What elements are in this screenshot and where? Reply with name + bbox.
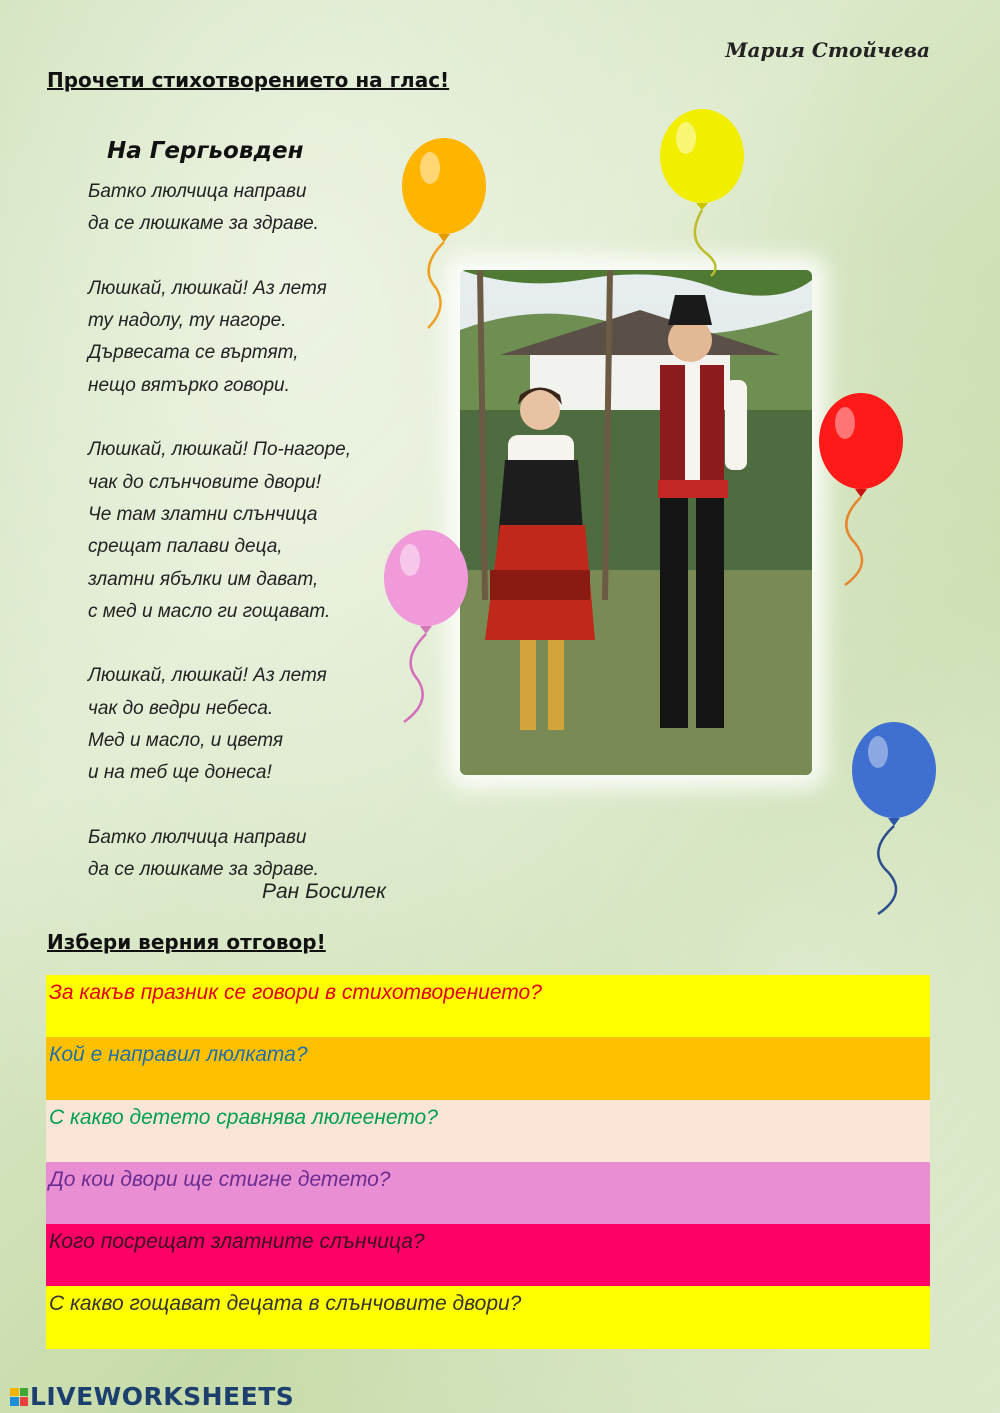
- instruction-heading: Прочети стихотворението на глас!: [47, 68, 450, 92]
- liveworksheets-logo[interactable]: [10, 1382, 294, 1411]
- question-row[interactable]: [46, 1286, 930, 1348]
- poem-line: ту надолу, ту нагоре.: [88, 310, 287, 332]
- poem-line: срещат палави деца,: [88, 536, 283, 558]
- question-text: С какво детето сравнява люлеенето?: [49, 1105, 438, 1129]
- pink-balloon-icon: [380, 530, 475, 725]
- poem-line: нещо вятърко говори.: [88, 374, 290, 396]
- question-row[interactable]: [46, 1100, 930, 1162]
- poem-body: [88, 176, 418, 887]
- poem-line: и на теб ще донеса!: [88, 762, 272, 784]
- question-row[interactable]: [46, 1224, 930, 1286]
- poem-line: Мед и масло, и цветя: [88, 730, 284, 752]
- poem-author: Ран Босилек: [262, 880, 387, 903]
- orange-balloon-icon: [398, 138, 493, 333]
- poem-line: чак до ведри небеса.: [88, 697, 274, 719]
- author-name: Мария Стойчева: [725, 38, 930, 62]
- poem-line: Батко люлчица направи: [88, 181, 307, 202]
- red-balloon-icon: [815, 393, 910, 588]
- poem-title: На Гергьовден: [107, 138, 304, 164]
- poem-line: Люшкай, люшкай! Аз летя: [88, 277, 327, 299]
- poem-line: да се люшкаме за здраве.: [88, 213, 319, 235]
- poem-line: златни ябълки им дават,: [88, 568, 319, 590]
- blue-balloon-icon: [848, 722, 943, 917]
- poem-line: Люшкай, люшкай! По-нагоре,: [88, 439, 352, 461]
- poem-line: чак до слънчовите двори!: [88, 471, 322, 493]
- logo-cube-icon: [10, 1388, 28, 1406]
- quiz-heading: Избери верния отговор!: [47, 930, 326, 954]
- couple-swing-photo: [460, 270, 812, 775]
- poem-line: да се люшкаме за здраве.: [88, 859, 319, 881]
- question-text: За какъв празник се говори в стихотворението?: [49, 981, 542, 1004]
- question-text: С какво гощават децата в слънчовите двори?: [49, 1292, 522, 1316]
- question-text: Кого посрещат златните слънчица?: [49, 1230, 425, 1254]
- yellow-balloon-icon: [656, 108, 751, 278]
- poem-line: Батко люлчица направи: [88, 826, 307, 848]
- question-row[interactable]: [46, 1162, 930, 1224]
- poem-line: с мед и масло ги гощават.: [88, 600, 331, 622]
- poem-line: Дървесата се въртят,: [88, 342, 299, 364]
- poem-line: Че там златни слънчица: [88, 503, 318, 525]
- question-row[interactable]: [46, 1037, 930, 1099]
- question-text: Кой е направил люлката?: [49, 1043, 308, 1067]
- poem-line: Люшкай, люшкай! Аз летя: [88, 665, 327, 687]
- logo-text: LIVEWORKSHEETS: [30, 1382, 295, 1411]
- question-row[interactable]: [46, 975, 930, 1037]
- question-list: [46, 975, 930, 1349]
- question-text: До кои двори ще стигне детето?: [49, 1167, 391, 1191]
